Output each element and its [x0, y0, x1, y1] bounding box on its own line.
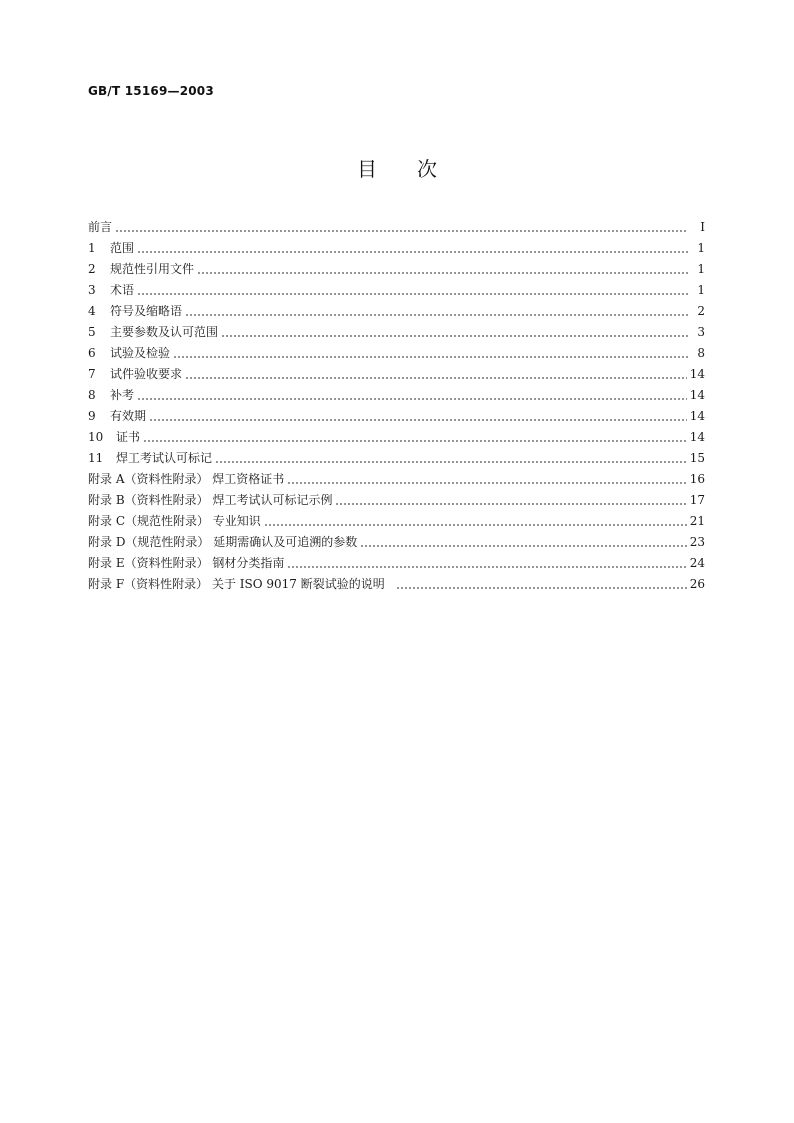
table-of-contents [88, 217, 705, 595]
toc-entry-label: 焊工考试认可标记 [116, 451, 213, 465]
toc-entry[interactable] [88, 343, 705, 364]
toc-entry[interactable] [88, 448, 705, 469]
toc-entry-page: 24 [689, 556, 705, 570]
toc-entry-label: 附录 F（资料性附录） 关于 ISO 9017 断裂试验的说明 [88, 577, 385, 591]
toc-leader [197, 259, 688, 280]
toc-entry-number: 9 [88, 409, 96, 423]
toc-leader [360, 532, 686, 553]
toc-entry-label: 附录 A（资料性附录） 焊工资格证书 [88, 472, 285, 486]
toc-entry-label: 附录 C（规范性附录） 专业知识 [88, 514, 261, 528]
toc-entry-label: 规范性引用文件 [110, 262, 195, 276]
toc-leader [115, 217, 688, 238]
toc-entry[interactable] [88, 217, 705, 238]
toc-entry-label: 前言 [88, 220, 113, 234]
toc-entry-page: 14 [689, 388, 705, 402]
toc-entry[interactable] [88, 280, 705, 301]
toc-entry-number: 8 [88, 388, 96, 402]
toc-leader [137, 238, 688, 259]
toc-leader [221, 322, 688, 343]
toc-entry[interactable] [88, 259, 705, 280]
standard-code: GB/T 15169—2003 [88, 84, 214, 98]
toc-entry-page: 1 [697, 241, 705, 255]
toc-entry-page: 14 [689, 409, 705, 423]
toc-entry[interactable] [88, 406, 705, 427]
toc-entry-label: 附录 B（资料性附录） 焊工考试认可标记示例 [88, 493, 333, 507]
toc-leader [149, 406, 687, 427]
toc-entry-label: 有效期 [110, 409, 147, 423]
toc-leader [185, 301, 688, 322]
toc-leader [143, 427, 687, 448]
toc-entry-label: 术语 [110, 283, 135, 297]
toc-entry-number: 4 [88, 304, 96, 318]
toc-entry-page: 16 [689, 472, 705, 486]
toc-entry-number: 7 [88, 367, 96, 381]
toc-entry-page: 14 [689, 367, 705, 381]
toc-entry-label: 主要参数及认可范围 [110, 325, 219, 339]
toc-entry-number: 3 [88, 283, 96, 297]
toc-leader [185, 364, 687, 385]
toc-leader [335, 490, 686, 511]
toc-entry-number: 2 [88, 262, 96, 276]
toc-entry[interactable] [88, 574, 705, 595]
toc-entry-number: 1 [88, 241, 96, 255]
toc-entry-page: 26 [689, 577, 705, 591]
toc-entry[interactable] [88, 532, 705, 553]
toc-leader [215, 448, 687, 469]
toc-entry[interactable] [88, 490, 705, 511]
toc-entry-page: 17 [689, 493, 705, 507]
toc-entry-label: 证书 [116, 430, 141, 444]
toc-leader [264, 511, 687, 532]
toc-entry[interactable] [88, 553, 705, 574]
toc-entry[interactable] [88, 427, 705, 448]
toc-entry-label: 附录 E（资料性附录） 钢材分类指南 [88, 556, 285, 570]
toc-leader [173, 343, 688, 364]
toc-entry-label: 补考 [110, 388, 135, 402]
toc-leader [137, 280, 688, 301]
toc-leader [137, 385, 687, 406]
toc-entry-label: 试件验收要求 [110, 367, 183, 381]
toc-entry[interactable] [88, 511, 705, 532]
toc-entry[interactable] [88, 364, 705, 385]
toc-entry[interactable] [88, 238, 705, 259]
toc-entry[interactable] [88, 385, 705, 406]
toc-entry-label: 范围 [110, 241, 135, 255]
toc-entry-label: 试验及检验 [110, 346, 171, 360]
page-title-char-2: 次 [417, 157, 437, 181]
page-title [0, 153, 794, 182]
toc-entry-number: 6 [88, 346, 96, 360]
toc-leader [396, 574, 687, 595]
toc-entry-number: 10 [88, 430, 104, 444]
toc-leader [287, 553, 686, 574]
toc-entry-page: 1 [697, 283, 705, 297]
toc-entry[interactable] [88, 322, 705, 343]
toc-entry-label: 符号及缩略语 [110, 304, 183, 318]
toc-entry-page: 1 [697, 262, 705, 276]
toc-entry-number: 11 [88, 451, 104, 465]
toc-entry-page: 8 [697, 346, 705, 360]
toc-entry-page: 14 [689, 430, 705, 444]
toc-entry[interactable] [88, 469, 705, 490]
toc-leader [287, 469, 686, 490]
toc-entry[interactable] [88, 301, 705, 322]
toc-entry-label: 附录 D（规范性附录） 延期需确认及可追溯的参数 [88, 535, 358, 549]
toc-entry-page: 2 [697, 304, 705, 318]
toc-entry-page: I [700, 220, 705, 234]
toc-entry-page: 21 [689, 514, 705, 528]
toc-entry-page: 3 [697, 325, 705, 339]
toc-entry-number: 5 [88, 325, 96, 339]
page-title-char-1: 目 [357, 157, 377, 181]
toc-entry-page: 23 [689, 535, 705, 549]
toc-entry-page: 15 [689, 451, 705, 465]
